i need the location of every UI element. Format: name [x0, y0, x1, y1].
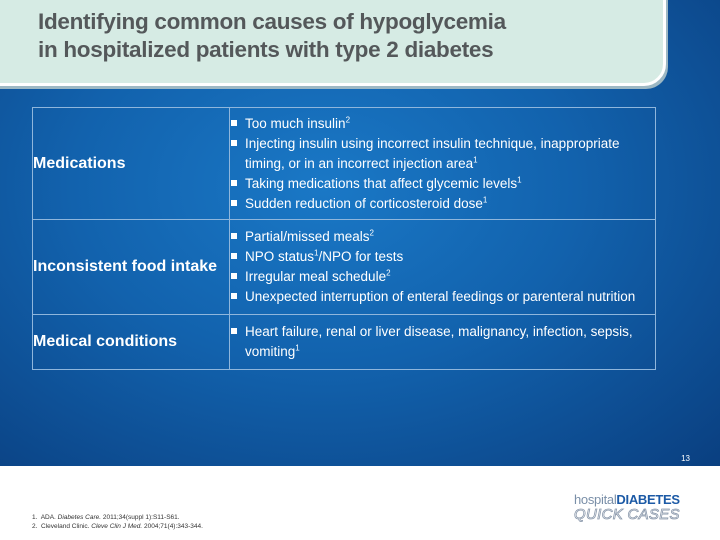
causes-table — [32, 107, 656, 370]
reference-item: 1. ADA. Diabetes Care. 2011;34(suppl 1):S11-S61. — [32, 514, 180, 521]
table-row — [33, 220, 656, 315]
table-row — [33, 108, 656, 220]
category-medical-conditions: Medical conditions — [33, 315, 230, 370]
list-item: Partial/missed meals$^2$ — [230, 227, 655, 247]
category-food-intake: Inconsistent food intake — [33, 220, 230, 315]
logo-tagline: QUICK CASES — [574, 506, 680, 523]
title-line-1: Identifying common causes of hypoglycemia — [38, 9, 506, 34]
bullet-list — [230, 227, 655, 307]
page-number: 13 — [681, 454, 690, 463]
list-item: Heart failure, renal or liver disease, malignancy, infection, sepsis, vomiting$^1$ — [230, 322, 655, 362]
list-item: Unexpected interruption of enteral feedings or parenteral nutrition — [230, 287, 655, 307]
list-item: Injecting insulin using incorrect insulin technique, inappropriate timing, or in an incorrect injection area$^1$ — [230, 134, 655, 174]
list-item: Sudden reduction of corticosteroid dose$^1$ — [230, 194, 655, 214]
table-row — [33, 315, 656, 370]
reference-item: 2. Cleveland Clinic. Cleve Clin J Med. 2004;71(4):343-344. — [32, 523, 203, 530]
items-cell — [230, 220, 656, 315]
brand-logo — [574, 493, 690, 523]
items-cell — [230, 315, 656, 370]
bullet-list — [230, 114, 655, 214]
category-medications: Medications — [33, 108, 230, 220]
slide-title — [38, 8, 638, 64]
title-line-2: in hospitalized patients with type 2 diabetes — [38, 37, 494, 62]
list-item: Too much insulin$^2$ — [230, 114, 655, 134]
items-cell — [230, 108, 656, 220]
logo-wordmark: hospitalDIABETES — [574, 492, 680, 507]
list-item: Taking medications that affect glycemic levels$^1$ — [230, 174, 655, 194]
list-item: Irregular meal schedule$^2$ — [230, 267, 655, 287]
list-item: NPO status$^1$/NPO for tests — [230, 247, 655, 267]
bullet-list — [230, 322, 655, 362]
references — [32, 513, 203, 531]
